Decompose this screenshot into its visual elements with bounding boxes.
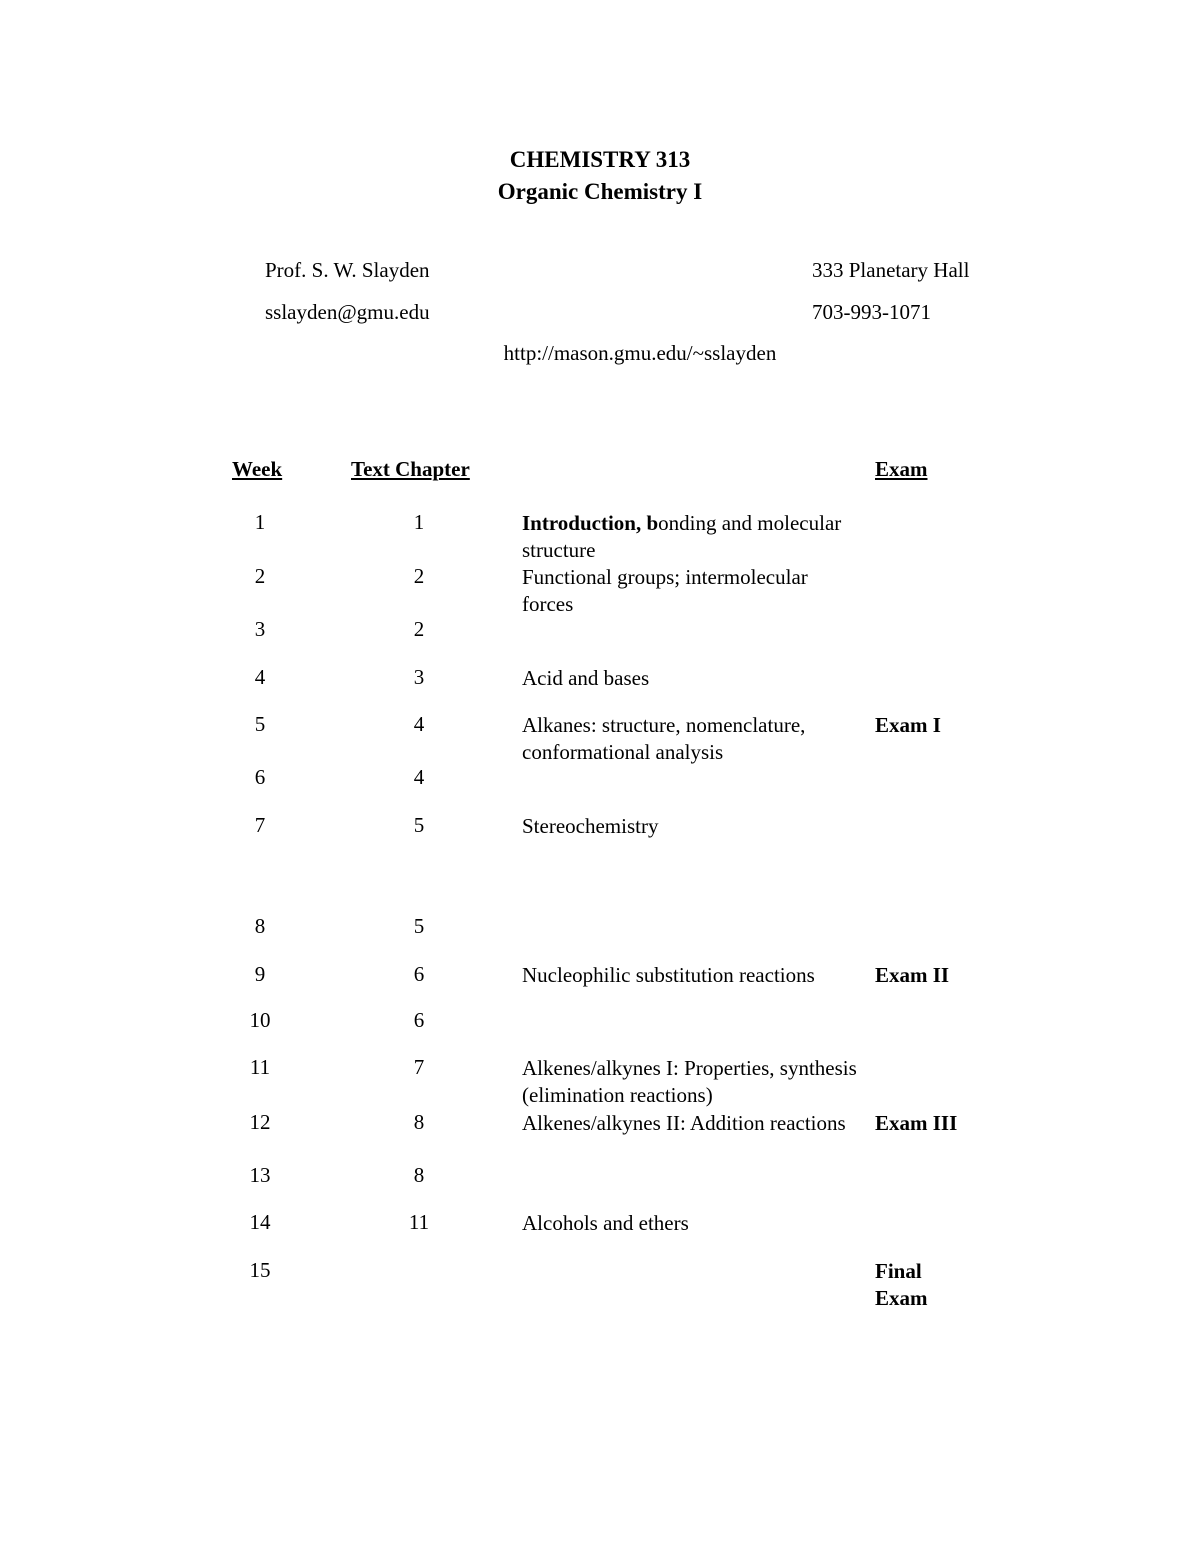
topic-text: Nucleophilic substitution reactions — [522, 963, 815, 987]
course-code: CHEMISTRY 313 — [509, 147, 691, 172]
header-text-chapter: Text Chapter — [351, 457, 470, 481]
course-name: Organic Chemistry I — [497, 179, 703, 204]
week-number: 7 — [254, 813, 266, 837]
week-number: 3 — [254, 617, 266, 641]
chapter-number: 7 — [413, 1055, 425, 1079]
header-week: Week — [232, 457, 283, 481]
website-link[interactable]: http://mason.gmu.edu/~sslayden — [503, 341, 777, 365]
chapter-number: 3 — [413, 665, 425, 689]
chapter-number: 8 — [413, 1163, 425, 1187]
week-number: 5 — [254, 712, 266, 736]
topic-text: onding and molecular structure — [522, 511, 842, 562]
chapter-number: 2 — [413, 617, 425, 641]
topic-text: Alkenes/alkynes II: Addition reactions — [522, 1111, 846, 1135]
chapter-number: 4 — [413, 765, 425, 789]
chapter-number: 6 — [413, 962, 425, 986]
chapter-number: 2 — [413, 564, 425, 588]
exam-label: Final Exam — [875, 1259, 928, 1310]
topic — [522, 510, 862, 564]
topic — [522, 564, 862, 618]
week-number: 15 — [249, 1258, 271, 1282]
week-number: 14 — [249, 1210, 271, 1234]
topic — [522, 962, 862, 989]
exam-label: Exam III — [875, 1111, 958, 1135]
chapter-number: 4 — [413, 712, 425, 736]
exam-label: Exam I — [875, 713, 941, 737]
topic — [522, 1110, 862, 1137]
week-number: 10 — [249, 1008, 271, 1032]
week-number: 12 — [249, 1110, 271, 1134]
chapter-number: 5 — [413, 914, 425, 938]
week-number: 8 — [254, 914, 266, 938]
week-number: 11 — [249, 1055, 271, 1079]
chapter-number: 11 — [408, 1210, 430, 1234]
email-address: sslayden@gmu.edu — [265, 300, 430, 324]
topic-bold-text: Introduction, b — [522, 511, 659, 535]
exam-label: Exam II — [875, 963, 950, 987]
topic — [522, 1055, 862, 1109]
week-number: 4 — [254, 665, 266, 689]
chapter-number: 5 — [413, 813, 425, 837]
office-location: 333 Planetary Hall — [812, 258, 970, 282]
topic-text: Alkenes/alkynes I: Properties, synthesis (elimination reactions) — [522, 1056, 857, 1107]
week-number: 6 — [254, 765, 266, 789]
week-number: 13 — [249, 1163, 271, 1187]
topic — [522, 1210, 862, 1237]
chapter-number: 8 — [413, 1110, 425, 1134]
topic — [522, 712, 862, 766]
professor-name: Prof. S. W. Slayden — [265, 258, 430, 282]
topic-text: Acid and bases — [522, 666, 650, 690]
week-number: 2 — [254, 564, 266, 588]
header-exam: Exam — [875, 457, 928, 481]
topic — [522, 665, 862, 692]
topic — [522, 813, 862, 840]
document-title — [0, 144, 1200, 208]
chapter-number: 6 — [413, 1008, 425, 1032]
phone-number: 703-993-1071 — [812, 300, 931, 324]
week-number: 1 — [254, 510, 266, 534]
chapter-number: 1 — [413, 510, 425, 534]
topic-text: Stereochemistry — [522, 814, 659, 838]
topic-text: Alkanes: structure, nomenclature, conformational analysis — [522, 713, 806, 764]
topic-text: Functional groups; intermolecular forces — [522, 565, 808, 616]
week-number: 9 — [254, 962, 266, 986]
topic-text: Alcohols and ethers — [522, 1211, 689, 1235]
